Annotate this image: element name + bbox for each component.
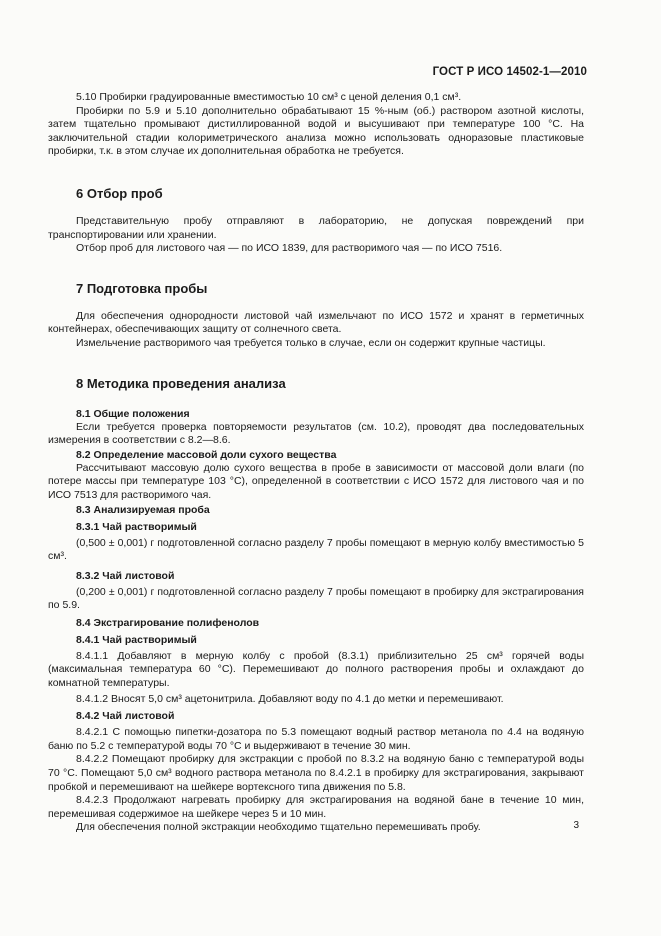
subsection-8-2-title: 8.2 Определение массовой доли сухого вещества xyxy=(76,448,337,461)
section-6-paragraph-2: Отбор проб для листового чая — по ИСО 1839, для растворимого чая — по ИСО 7516. xyxy=(76,242,503,255)
page-number: 3 xyxy=(573,820,579,831)
subsection-8-3-1-paragraph: (0,500 ± 0,001) г подготовленной согласно разделу 7 пробы помещают в мерную колбу вместимостью 5 см³. xyxy=(48,536,584,563)
subsection-8-4-1-title: 8.4.1 Чай растворимый xyxy=(76,633,197,646)
subsection-8-4-2-3-paragraph: 8.4.2.3 Продолжают нагревать пробирку для экстрагирования на водяной бане в течение 10 мин, перемешивая содержимое на шейкере через 5 и 10 мин. xyxy=(48,794,584,820)
subsection-8-4-1-1-paragraph: 8.4.1.1 Добавляют в мерную колбу с пробой (8.3.1) приблизительно 25 см³ горячей воды (максимальная температура 60 °С). Перемешивают до полного растворения пробы и охлаждают до комнатной температуры. xyxy=(48,649,584,690)
paragraph-5-10: 5.10 Пробирки градуированные вместимостью 10 см³ с ценой деления 0,1 см³. xyxy=(76,91,462,103)
subsection-8-3-title: 8.3 Анализируемая проба xyxy=(76,503,210,516)
subsection-8-3-2-title: 8.3.2 Чай листовой xyxy=(76,569,175,582)
subsection-8-4-2-title: 8.4.2 Чай листовой xyxy=(76,710,175,723)
subsection-8-4-title: 8.4 Экстрагирование полифенолов xyxy=(76,616,260,629)
section-7-paragraph-1: Для обеспечения однородности листовой чай измельчают по ИСО 1572 и хранят в герметичных контейнерах, обеспечивающих защиту от солнечного света. xyxy=(48,309,584,336)
subsection-8-4-2-2-paragraph: 8.4.2.2 Помещают пробирку для экстракции с пробой по 8.3.2 на водяную баню с температурой воды 70 °С. Помещают 5,0 см³ водного раствора метанола по 8.4.2.1 в пробирку для экстрагирования, закрывают пробкой и перемешивают на шейкере вортексного типа движения по 5.8. xyxy=(48,753,584,793)
section-7-paragraph-2: Измельчение растворимого чая требуется только в случае, если он содержит крупные частицы. xyxy=(76,336,546,349)
section-6-title: 6 Отбор проб xyxy=(76,185,163,201)
page-body xyxy=(48,91,584,835)
paragraph-tubes-treatment: Пробирки по 5.9 и 5.10 дополнительно обрабатывают 15 %-ным (об.) раствором азотной кислоты, затем тщательно промывают дистиллированной водой и высушивают при температуре 100 °С. На заключительной стадии колориметрического анализа можно использовать одноразовые пластиковые пробирки, т.к. в этом случае их дополнительная обработка не требуется. xyxy=(48,104,584,158)
subsection-8-4-1-2-paragraph: 8.4.1.2 Вносят 5,0 см³ ацетонитрила. Добавляют воду по 4.1 до метки и перемешивают. xyxy=(76,692,504,705)
subsection-8-2-paragraph: Рассчитывают массовую долю сухого вещества в пробе в зависимости от массовой доли влаги (по потере массы при температуре 103 °С), определенной в соответствии с ИСО 1572 для листового чая и по ИСО 7513 для растворимого чая. xyxy=(48,461,584,501)
subsection-8-3-1-title: 8.3.1 Чай растворимый xyxy=(76,520,197,533)
subsection-8-1-paragraph: Если требуется проверка повторяемости результатов (см. 10.2), проводят два последовательных измерения в соответствии с 8.2—8.6. xyxy=(48,420,584,447)
section-6-paragraph-1: Представительную пробу отправляют в лабораторию, не допуская повреждений при транспортировании или хранении. xyxy=(48,214,584,241)
section-8-title: 8 Методика проведения анализа xyxy=(76,375,286,391)
subsection-8-1-title: 8.1 Общие положения xyxy=(76,407,190,420)
final-paragraph: Для обеспечения полной экстракции необходимо тщательно перемешивать пробу. xyxy=(76,821,481,834)
section-7-title: 7 Подготовка пробы xyxy=(76,280,208,296)
subsection-8-3-2-paragraph: (0,200 ± 0,001) г подготовленной согласно разделу 7 пробы помещают в пробирку для экстрагирования по 5.9. xyxy=(48,585,584,612)
subsection-8-4-2-1-paragraph: 8.4.2.1 С помощью пипетки-дозатора по 5.3 помещают водный раствор метанола по 4.4 на водяную баню по 5.2 с температурой воды 70 °С и выдерживают в течение 30 мин. xyxy=(48,726,584,752)
standard-header: ГОСТ Р ИСО 14502-1—2010 xyxy=(432,66,587,78)
